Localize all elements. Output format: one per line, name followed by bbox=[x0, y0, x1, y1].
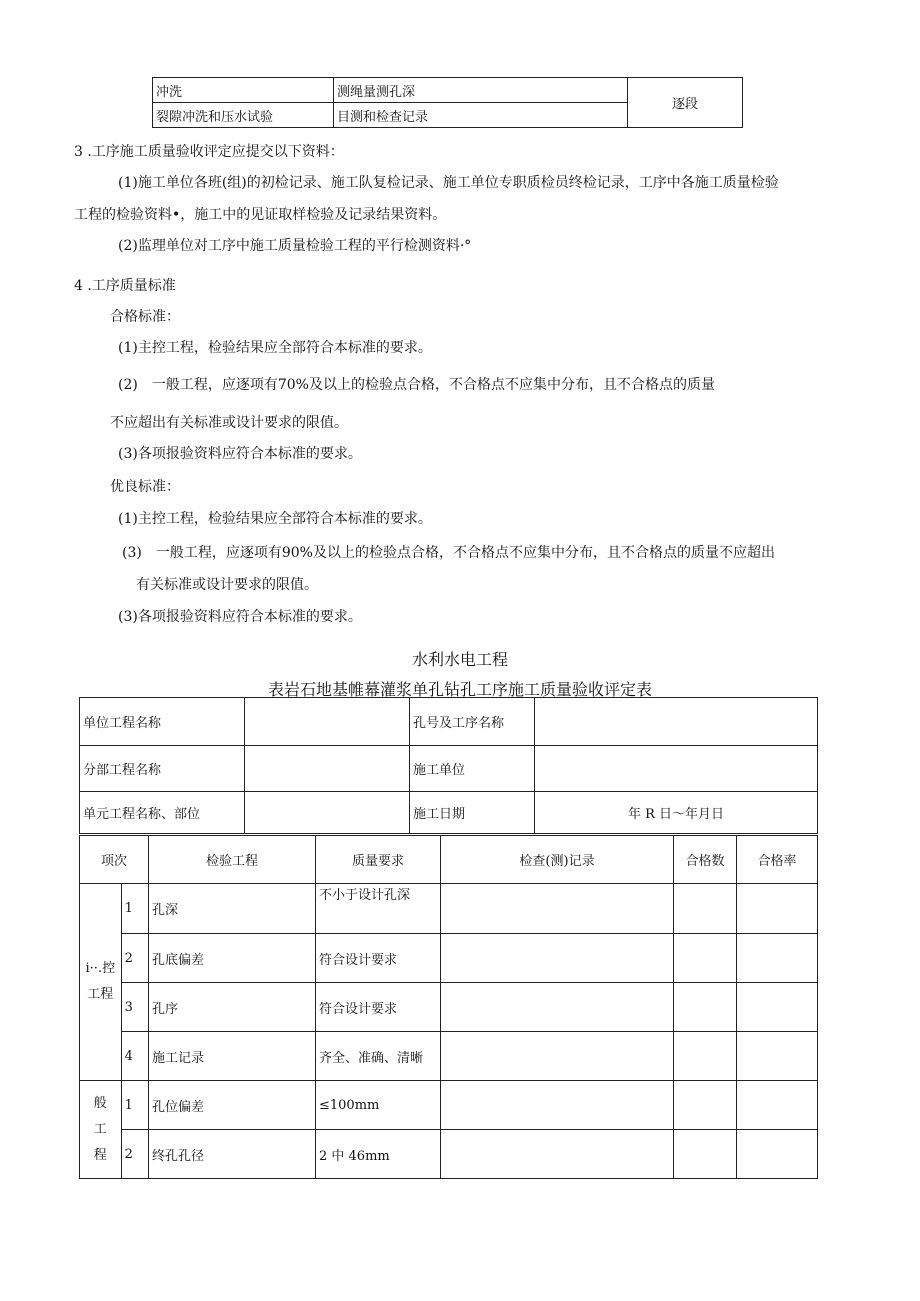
section-4-heading: 4 .工序质量标准 bbox=[74, 278, 176, 294]
row-pass-rate[interactable] bbox=[737, 983, 818, 1032]
row-pass-rate[interactable] bbox=[737, 1130, 818, 1179]
row-pass-count[interactable] bbox=[674, 884, 737, 934]
table-row bbox=[80, 934, 818, 983]
form-title: 水利水电工程 bbox=[411, 650, 508, 669]
table-row bbox=[80, 1032, 818, 1081]
section-3-paragraph-2: (2)监理单位对工序中施工质量检验工程的平行检测资料·° bbox=[118, 238, 472, 254]
table-cell: 冲洗 bbox=[153, 78, 334, 103]
pass-standard-3: (3)各项报验资料应符合本标准的要求。 bbox=[118, 446, 362, 462]
row-no: 1 bbox=[121, 1081, 148, 1130]
row-item: 终孔孔径 bbox=[149, 1130, 316, 1179]
header-item-no: 项次 bbox=[80, 836, 149, 884]
main-group-line2: 工程 bbox=[87, 987, 114, 1002]
table-row bbox=[80, 884, 818, 934]
row-no: 1 bbox=[121, 884, 148, 934]
row-requirement: 2 中 46mm bbox=[316, 1130, 441, 1179]
pass-standard-2-cont: 不应超出有关标准或设计要求的限值。 bbox=[110, 415, 348, 431]
hole-label: 孔号及工序名称 bbox=[410, 698, 535, 746]
header-check-item: 检验工程 bbox=[149, 836, 316, 884]
main-group-label bbox=[80, 884, 122, 1081]
good-standard-2: (3) 一般工程，应逐项有90%及以上的检验点合格，不合格点不应集中分布，且不合格点的质量不应超出 bbox=[122, 545, 775, 561]
date-label: 施工日期 bbox=[410, 792, 535, 834]
row-no: 2 bbox=[121, 1130, 148, 1179]
row-no: 3 bbox=[121, 983, 148, 1032]
row-pass-rate[interactable] bbox=[737, 1081, 818, 1130]
table-row bbox=[80, 1130, 818, 1179]
row-record[interactable] bbox=[441, 884, 674, 934]
row-requirement: 不小于设计孔深 bbox=[316, 884, 441, 934]
row-item: 孔序 bbox=[149, 983, 316, 1032]
unit-project-value[interactable] bbox=[245, 698, 410, 746]
section-3-paragraph-1: (1)施工单位各班(组)的初检记录、施工队复检记录、施工单位专职质检员终检记录，工序中各施工质量检验 bbox=[118, 175, 779, 191]
pass-standard-1: (1)主控工程，检验结果应全部符合本标准的要求。 bbox=[118, 340, 432, 356]
general-group-label bbox=[80, 1081, 122, 1179]
element-value[interactable] bbox=[245, 792, 410, 834]
header-pass-rate: 合格率 bbox=[737, 836, 818, 884]
contractor-label: 施工单位 bbox=[410, 746, 535, 792]
good-standard-3: (3)各项报验资料应符合本标准的要求。 bbox=[118, 609, 362, 625]
header-record: 检查(测)记录 bbox=[441, 836, 674, 884]
main-group-line1: i··.控 bbox=[85, 961, 116, 976]
table-cell: 逐段 bbox=[628, 78, 743, 128]
pass-standard-label: 合格标准： bbox=[110, 309, 180, 325]
row-no: 4 bbox=[121, 1032, 148, 1081]
table-cell: 目测和检查记录 bbox=[334, 103, 628, 128]
row-pass-rate[interactable] bbox=[737, 934, 818, 983]
row-record[interactable] bbox=[441, 983, 674, 1032]
good-standard-label: 优良标准： bbox=[110, 479, 180, 495]
row-record[interactable] bbox=[441, 1032, 674, 1081]
row-item: 孔深 bbox=[149, 884, 316, 934]
header-pass-count: 合格数 bbox=[674, 836, 737, 884]
general-group-char: 工 bbox=[93, 1121, 107, 1137]
general-group-char: 程 bbox=[93, 1147, 107, 1163]
pass-standard-2: (2) 一般工程，应逐项有70%及以上的检验点合格，不合格点不应集中分布，且不合格点的质量 bbox=[118, 377, 715, 393]
table-row bbox=[80, 1081, 818, 1130]
row-record[interactable] bbox=[441, 934, 674, 983]
hole-value[interactable] bbox=[535, 698, 818, 746]
sub-project-value[interactable] bbox=[245, 746, 410, 792]
row-no: 2 bbox=[121, 934, 148, 983]
row-pass-count[interactable] bbox=[674, 1130, 737, 1179]
general-group-char: 般 bbox=[93, 1095, 107, 1111]
row-pass-count[interactable] bbox=[674, 1032, 737, 1081]
table-row bbox=[80, 983, 818, 1032]
table-cell: 测绳量测孔深 bbox=[334, 78, 628, 103]
row-item: 施工记录 bbox=[149, 1032, 316, 1081]
header-requirement: 质量要求 bbox=[316, 836, 441, 884]
row-record[interactable] bbox=[441, 1130, 674, 1179]
row-item: 孔底偏差 bbox=[149, 934, 316, 983]
table-cell: 裂隙冲洗和压水试验 bbox=[153, 103, 334, 128]
section-3-paragraph-1-cont: 工程的检验资料•，施工中的见证取样检验及记录结果资料。 bbox=[74, 207, 447, 223]
inspection-table bbox=[79, 835, 818, 1179]
row-pass-count[interactable] bbox=[674, 983, 737, 1032]
row-requirement: 符合设计要求 bbox=[316, 934, 441, 983]
row-item: 孔位偏差 bbox=[149, 1081, 316, 1130]
sub-project-label: 分部工程名称 bbox=[80, 746, 245, 792]
form-subtitle: 表岩石地基帷幕灌浆单孔钻孔工序施工质量验收评定表 bbox=[267, 680, 652, 699]
row-requirement: 齐全、准确、清晰 bbox=[316, 1032, 441, 1081]
section-3-heading: 3 .工序施工质量验收评定应提交以下资料： bbox=[74, 144, 344, 160]
row-requirement: ≤100mm bbox=[316, 1081, 441, 1130]
row-pass-rate[interactable] bbox=[737, 884, 818, 934]
row-pass-count[interactable] bbox=[674, 1081, 737, 1130]
top-table bbox=[152, 77, 743, 128]
row-pass-rate[interactable] bbox=[737, 1032, 818, 1081]
unit-project-label: 单位工程名称 bbox=[80, 698, 245, 746]
good-standard-1: (1)主控工程，检验结果应全部符合本标准的要求。 bbox=[118, 511, 432, 527]
contractor-value[interactable] bbox=[535, 746, 818, 792]
row-requirement: 符合设计要求 bbox=[316, 983, 441, 1032]
form-header-table bbox=[79, 697, 818, 834]
row-record[interactable] bbox=[441, 1081, 674, 1130]
good-standard-2-cont: 有关标准或设计要求的限值。 bbox=[136, 577, 318, 593]
element-label: 单元工程名称、部位 bbox=[80, 792, 245, 834]
row-pass-count[interactable] bbox=[674, 934, 737, 983]
date-value: 年 R 日～年月日 bbox=[535, 792, 818, 834]
